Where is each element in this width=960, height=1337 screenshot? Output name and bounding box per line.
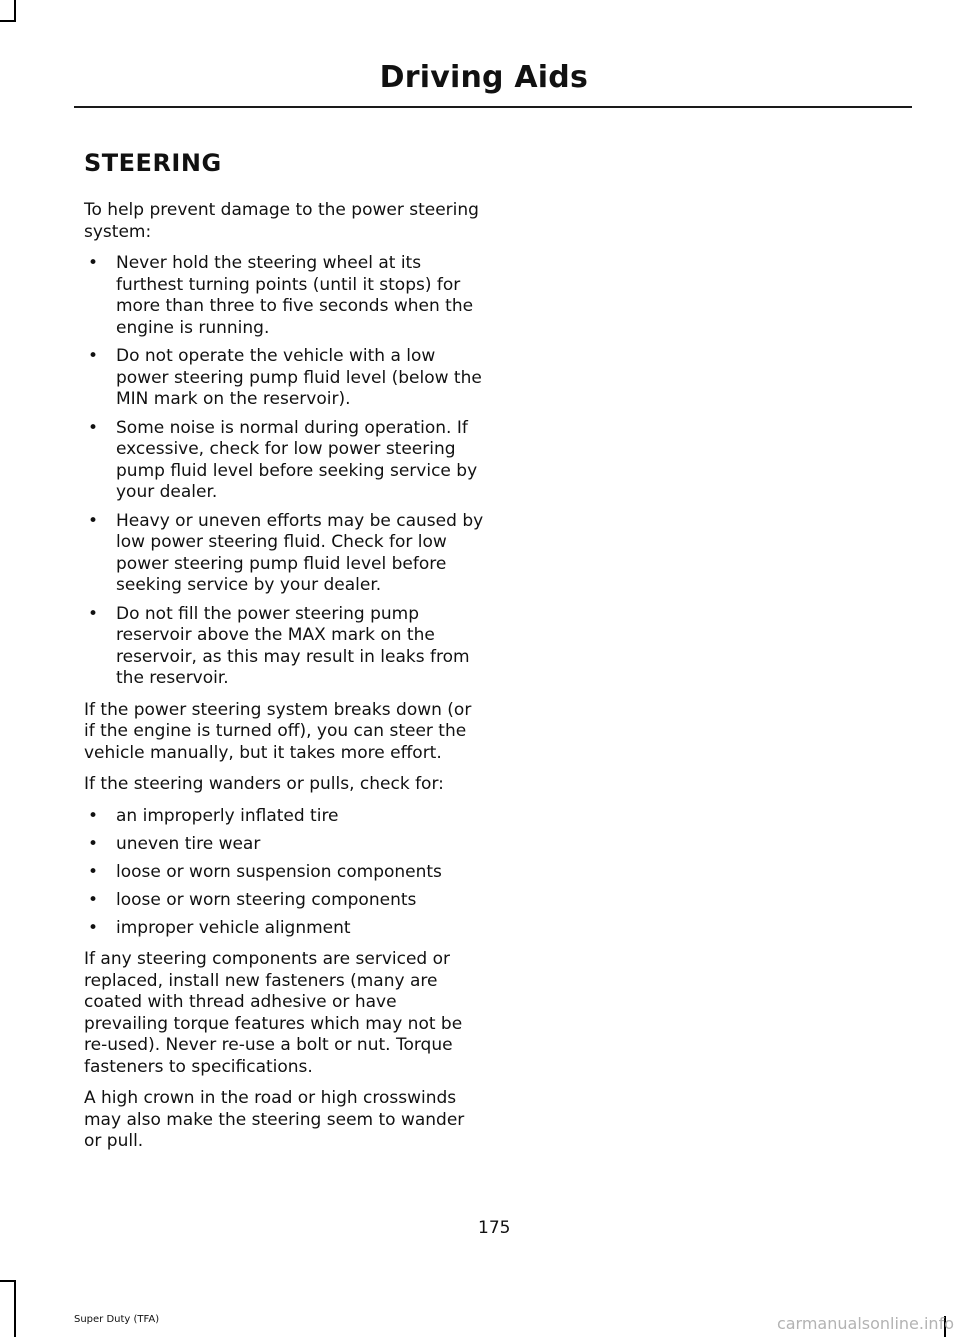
list-item [84,918,484,940]
list-item [84,253,484,339]
list-item-text: Do not operate the vehicle with a low power steering pump fluid level (below the MIN mark on the reservoir). [116,346,482,409]
crop-mark-top-left-vertical [14,0,16,22]
list-item [84,806,484,828]
crop-mark-top-left-horizontal [0,20,16,22]
crop-mark-bottom-left-horizontal [0,1280,16,1282]
list-item [84,862,484,884]
list-item-text: Do not fill the power steering pump reservoir above the MAX mark on the reservoir, as this may result in leaks from the reservoir. [116,603,470,688]
bullet-icon: • [88,603,99,624]
breakdown-paragraph: If the power steering system breaks down (or if the engine is turned off), you can steer the vehicle manually, but it takes more effort. [84,699,472,763]
bullet-icon: • [88,889,99,910]
wander-causes-list [84,806,484,940]
fastener-paragraph: If any steering components are serviced or replaced, install new fasteners (many are coated with thread adhesive or have prevailing torque features which may not be re-used). Never re-use a bolt or nut. Torque fasteners to specifications. [84,949,463,1077]
header-divider [74,106,912,108]
list-item [84,418,484,504]
bullet-icon: • [88,833,99,854]
list-item-text: improper vehicle alignment [116,917,351,938]
list-item [84,511,484,597]
list-item-text: Heavy or uneven efforts may be caused by low power steering fluid. Check for low power steering pump fluid level before seeking service by your dealer. [116,510,484,595]
main-content [84,148,484,1163]
list-item [84,834,484,856]
list-item-text: uneven tire wear [116,833,261,854]
footer-document-name: Super Duty (TFA) [74,1314,160,1325]
crown-paragraph: A high crown in the road or high crosswinds may also make the steering seem to wander or pull. [84,1088,465,1151]
intro-paragraph: To help prevent damage to the power steering system: [84,200,479,242]
list-item-text: Some noise is normal during operation. If excessive, check for low power steering pump fluid level before seeking service by your dealer. [116,417,478,502]
list-item [84,604,484,690]
bullet-icon: • [88,805,99,826]
page-header-title: Driving Aids [379,60,588,95]
list-item-text: loose or worn steering components [116,889,417,910]
bullet-icon: • [88,917,99,938]
bullet-icon: • [88,253,99,273]
list-item-text: an improperly inflated tire [116,805,339,826]
page-number: 175 [478,1218,511,1238]
crop-mark-bottom-left-vertical [14,1280,16,1337]
section-title: STEERING [84,149,222,177]
watermark-text: carmanualsonline.info [776,1314,954,1333]
bullet-icon: • [88,417,99,438]
bullet-icon: • [88,510,99,531]
bullet-icon: • [88,346,99,366]
list-item-text: Never hold the steering wheel at its furthest turning points (until it stops) for more than three to five seconds when the engine is running. [116,253,474,338]
precautions-list [84,253,484,690]
list-item [84,890,484,912]
list-item [84,346,484,411]
list-item-text: loose or worn suspension components [116,861,442,882]
bullet-icon: • [88,861,99,882]
wander-intro-paragraph: If the steering wanders or pulls, check for: [84,774,444,794]
